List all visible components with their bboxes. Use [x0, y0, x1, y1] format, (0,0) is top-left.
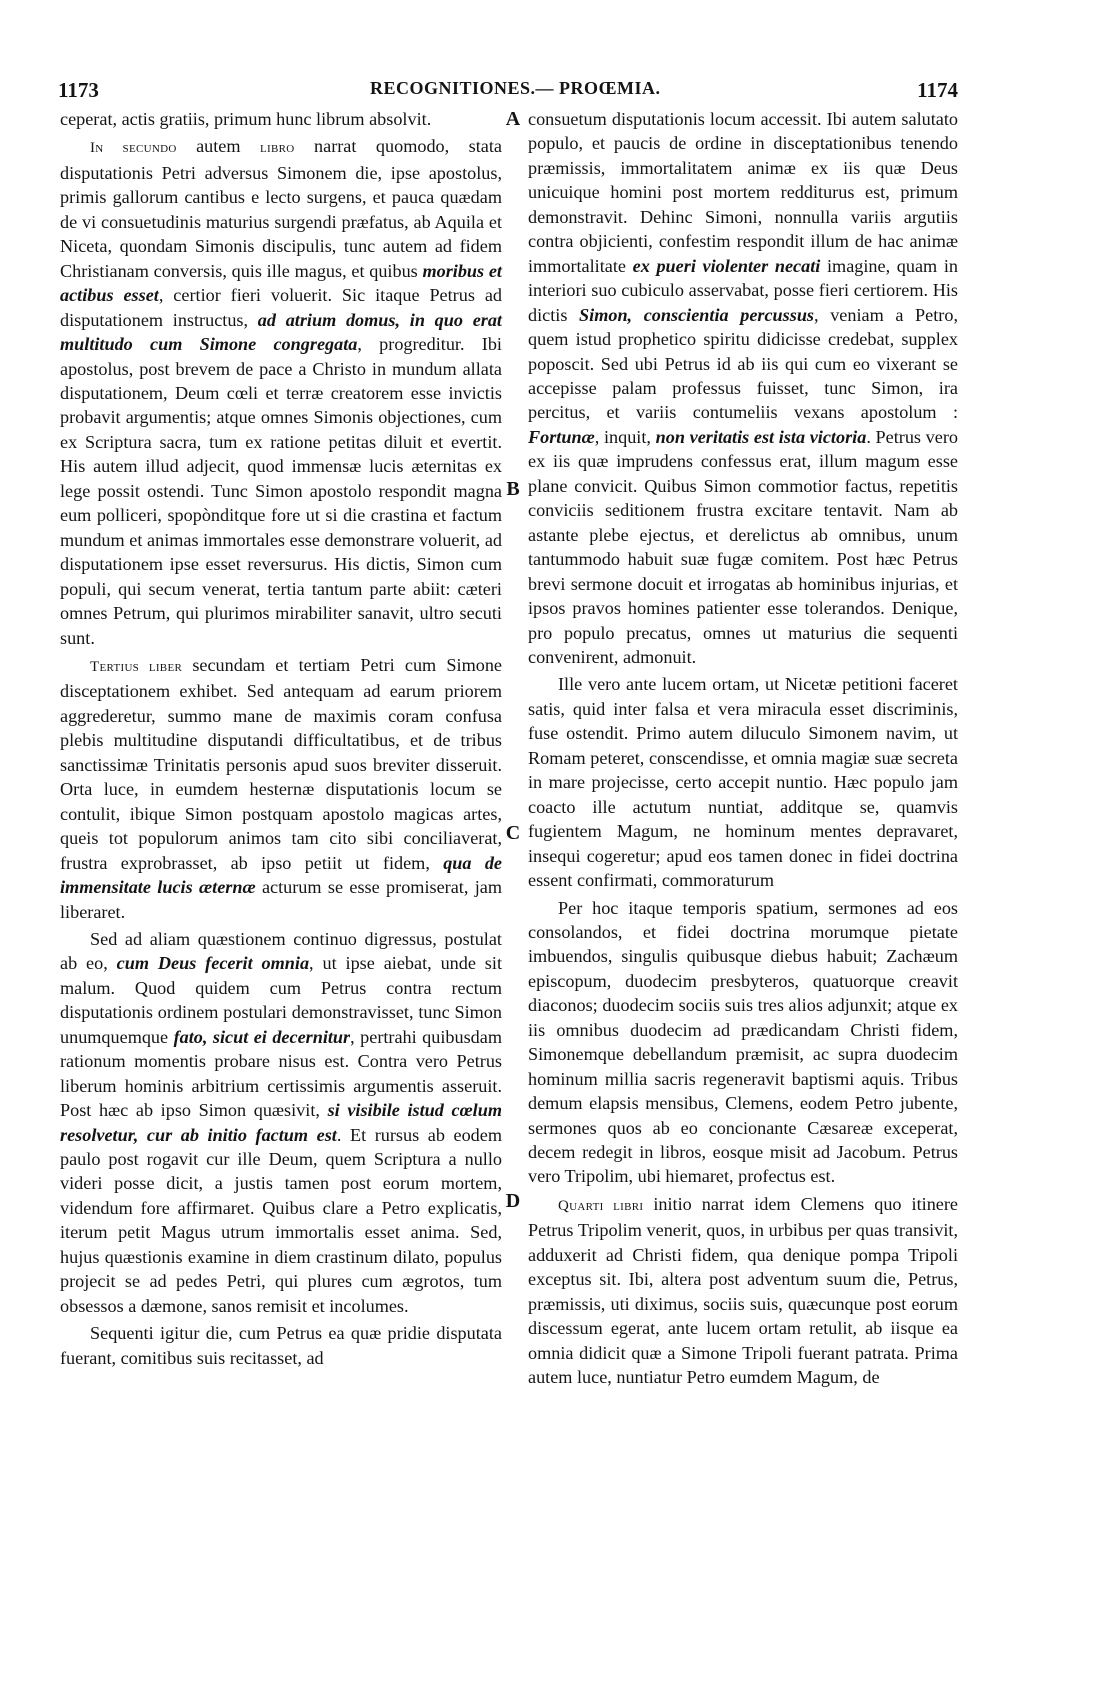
paragraph: consuetum disputationis locum accessit. Ibi autem salutato populo, et paucis de ordine in disceptationibus tenendo præmissis, immortalitatem animæ ex iis quæ Deus unicuique homini post mortem redditurus est, primum demonstravit. Dehinc Simoni, nonnulla variis argutiis contra objicienti, confestim respondit illum de hac animæ immortalitate ex pueri violenter necati imagine, quam in interiori suo cubiculo asservabat, posse fieri certiorem. His dictis Simon, conscientia percussus, veniam a Petro, quem istud prophetico spiritu didicisse credebat, supplex poposcit. Sed ubi Petrus id ab iis qui cum eo vixerant se accepisse palam professus fuisset, tunc Simon, ira percitus, et variis contumeliis vexans apostolum : Fortunæ, inquit, non veritatis est ista victoria. Petrus vero ex iis quæ imprudens confessus erat, illum magum esse plane convicit. Quibus Simon commotior factus, repetitis conviciis seditionem frustra excitare tentavit. Nam ab astante plebe ejectus, et derelictus ab omnibus, unum tantummodo habuit suæ fugæ comitem. Post hæc Petrus brevi sermone docuit et irrogatas ab hominibus injurias, et ipsos pravos homines patienter esse tolerandos. Denique, pro populo precatus, omnes ut maturius die sequenti convenirent, admonuit.	[528, 109, 958, 667]
right-column	[528, 107, 958, 1390]
left-column	[60, 107, 502, 1370]
running-title: RECOGNITIONES.— PROŒMIA.	[370, 78, 661, 98]
paragraph: In secundo autem libro narrat quomodo, stata disputationis Petri adversus Simonem die, ipse apostolus, primis gallorum cantibus e lecto surgens, et pauca quædam de vi consuetudinis maturius surgendi præfatus, ab Aquila et Niceta, quondam Simonis discipulis, tunc autem ad fidem Christianam conversis, quis ille magus, et quibus moribus et actibus esset, certior fieri voluerit. Sic itaque Petrus ad disputationem instructus, ad atrium domus, in quo erat multitudo cum Simone congregata, progreditur. Ibi apostolus, post brevem de pace a Christo in mundum allata disputationem, Deum cœli et terræ creatorem esse invictis probavit argumentis; atque omnes Simonis objectiones, cum ex Scriptura sacra, tum ex ratione petitas diluit et evertit. His autem illud adjecit, quod immensæ lucis æternitas ex lege possit ostendi. Tunc Simon apostolo respondit magna eum polliceri, spopònditque fore ut si die crastina et factum mundum et animas immortales esse demonstrare voluerit, ad disputationem ipse esset reversurus. His dictis, Simon cum populi, qui secum venerat, tertia tantum parte abiit: cæteri omnes Petrum, qui plurimos mirabiliter sanavit, ultro secuti sunt.	[60, 136, 502, 648]
paragraph: Sed ad aliam quæstionem continuo digressus, postulat ab eo, cum Deus fecerit omnia, ut ipse aiebat, unde sit malum. Quod quidem cum Petrus contra rectum disputationis ordinem postulari demonstravisset, tunc Simon unumquemque fato, sicut ei decernitur, pertrahi quibusdam rationum momentis probare nisus est. Contra vero Petrus liberum hominis arbitrium certissimis argumentis asseruit. Post hæc ab ipso Simon quæsivit, si visibile istud cœlum resolvetur, cur ab initio factum est. Et rursus ab eodem paulo post rogavit cur ille Deum, quem Scriptura a nullo videri posse dicit, a justis tamen post eorum mortem, videndum fore affirmaret. Quibus clare a Petro explicatis, iterum petit Magus utrum immortalis esset anima. Sed, hujus quæstionis examine in diem crastinum dilato, populus projecit se ad pedes Petri, qui plures cum ægrotos, tum obsessos a dæmone, sanos remisit et incolumes.	[60, 928, 503, 1316]
page-number-left: 1173	[58, 78, 99, 102]
paragraph: Tertius liber secundam et tertiam Petri cum Simone disceptationem exhibet. Sed antequam ad earum priorem aggrederetur, summo mane de maximis coram confusa plebis multitudine disputandi difficultatibus, et de tribus sanctissimæ Trinitatis personis apud suos breviter disseruit. Orta luce, in eumdem hesternæ disputationis locum se contulit, ibique Simon postquam apostolo magicas artes, queis tot populorum animos tam cito sibi conciliaverat, frustra exprobrasset, ab ipso petiit ut fidem, qua de immensitate lucis æternæ acturum se esse promiserat, jam liberaret.	[60, 654, 502, 922]
margin-marker-c: C	[505, 822, 521, 844]
margin-marker-a: A	[505, 108, 521, 130]
paragraph: Per hoc itaque temporis spatium, sermones ad eos consolandos, et fidei doctrina morumque pietate imbuendos, singulis quibusque diebus habuit; Zachæum episcopum, duodecim presbyteros, quatuorque creavit diaconos; duodecim sociis suis tres alios adjunxit; atque ex iis omnibus duodecim ad prædicandam Christi fidem, Simonemque debellandum præmisit, ac supra duodecim hominum millia sacris regeneravit baptismi aquis. Tribus demum elapsis mensibus, Clemens, eodem Petro jubente, sermones quos ab eo concionante Cæsareæ exceperat, decem redegit in libros, eosque misit ad Jacobum. Petrus vero Tripolim, ubi hiemaret, profectus est.	[528, 897, 958, 1187]
page-number-right: 1174	[917, 78, 958, 102]
margin-marker-b: B	[506, 478, 520, 500]
page-header	[58, 78, 958, 106]
paragraph: ceperat, actis gratiis, primum hunc librum absolvit.	[60, 109, 432, 129]
paragraph: Quarti libri initio narrat idem Clemens quo itinere Petrus Tripolim venerit, quos, in urbibus per quas transivit, adduxerit ad Christi fidem, qua denique pompa Tripoli exceptus sit. Ibi, altera post adventum suum die, Petrus, præmissis, uti diximus, sociis suis, quæcunque post eorum discessum egerat, ante lucem ortam retulit, ab iisque ea omnia didicit quæ a Simone Tripoli fuerant patrata. Prima autem luce, nuntiatur Petro eumdem Magum, de	[528, 1193, 958, 1388]
margin-marker-d: D	[505, 1190, 521, 1212]
paragraph: Ille vero ante lucem ortam, ut Nicetæ petitioni faceret satis, quid inter falsa et vera miracula esset discriminis, fuse ostendit. Primo autem diluculo Simonem navim, ut Romam peteret, conscendisse, et omnia magiæ suæ secreta in mare projecisse, certo accepit nuntio. Hæc populo jam coacto ille actutum nuntiat, additque se, quamvis fugientem Magum, ne hominum mentes depravaret, insequi cogeretur; apud eos tamen donec in fidei doctrina essent confirmati, commoraturum	[528, 674, 958, 891]
paragraph: Sequenti igitur die, cum Petrus ea quæ pridie disputata fuerant, comitibus suis recitasset, ad	[60, 1323, 502, 1368]
